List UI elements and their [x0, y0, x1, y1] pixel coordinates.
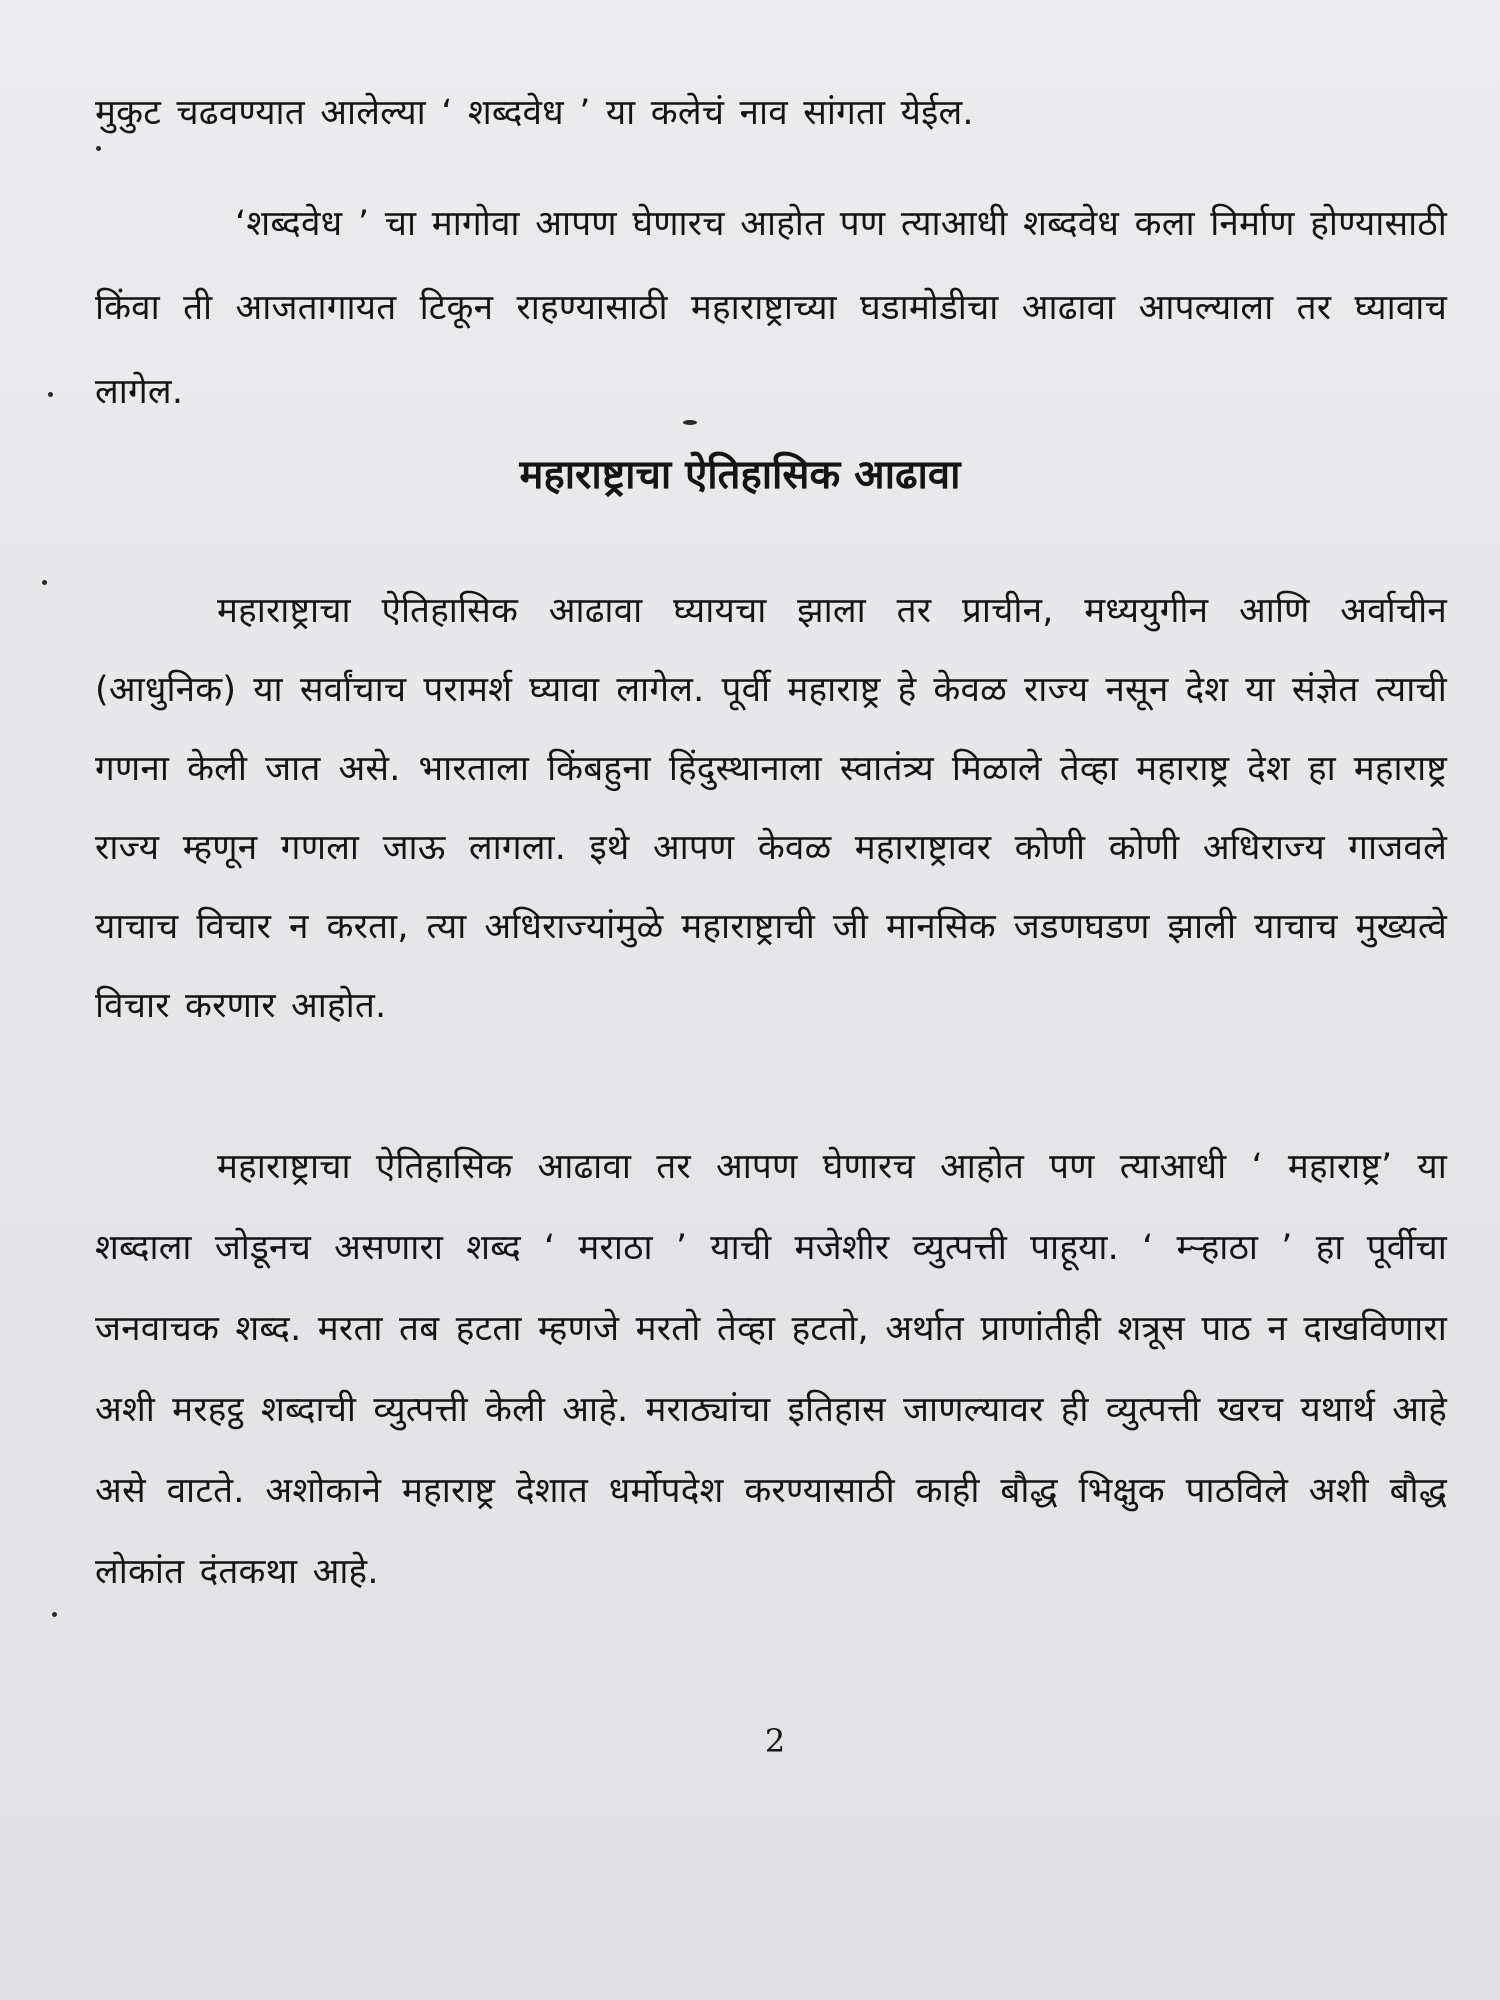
section-heading: महाराष्ट्राचा ऐतिहासिक आढावा [519, 452, 961, 498]
page-number: 2 [764, 1722, 786, 1760]
ink-speck [52, 1612, 57, 1617]
intro-paragraph-2: ‘शब्दवेध ’ चा मागोवा आपण घेणारच आहोत पण त्याआधी शब्दवेध कला निर्माण होण्यासाठी किंवा ती आजतागायत टिकून राहण्यासाठी महाराष्ट्राच्या घडामोडीचा आढावा आपल्याला तर घ्यावाच लागेल. [95, 204, 1447, 412]
ink-speck [683, 420, 697, 425]
ink-speck [48, 392, 53, 397]
intro-paragraph-1: मुकुट चढवण्यात आलेल्या ‘ शब्दवेध ’ या कलेचं नाव सांगता येईल. [95, 93, 974, 133]
section-paragraph-2: महाराष्ट्राचा ऐतिहासिक आढावा तर आपण घेणारच आहोत पण त्याआधी ‘ महाराष्ट्र’ या शब्दाला जोडूनच असणारा शब्द ‘ मराठा ’ याची मजेशीर व्युत्पत्ती पाहूया. ‘ म्ऱ्हाठा ’ हा पूर्वीचा जनवाचक शब्द. मरता तब हटता म्हणजे मरतो तेव्हा हटतो, अर्थात प्राणांतीही शत्रूस पाठ न दाखविणारा अशी मरहट्ठ शब्दाची व्युत्पत्ती केली आहे. मराठ्यांचा इतिहास जाणल्यावर ही व्युत्पत्ती खरच यथार्थ आहे असे वाटते. अशोकाने महाराष्ट्र देशात धर्मोपदेश करण्यासाठी काही बौद्ध भिक्षुक पाठविले अशी बौद्ध लोकांत दंतकथा आहे. [95, 1147, 1447, 1592]
section-paragraph-1: महाराष्ट्राचा ऐतिहासिक आढावा घ्यायचा झाला तर प्राचीन, मध्ययुगीन आणि अर्वाचीन (आधुनिक) या सर्वांचाच परामर्श घ्यावा लागेल. पूर्वी महाराष्ट्र हे केवळ राज्य नसून देश या संज्ञेत त्याची गणना केली जात असे. भारताला किंबहुना हिंदुस्थानाला स्वातंत्र्य मिळाले तेव्हा महाराष्ट्र देश हा महाराष्ट्र राज्य म्हणून गणला जाऊ लागला. इथे आपण केवळ महाराष्ट्रावर कोणी कोणी अधिराज्य गाजवले याचाच विचार न करता, त्या अधिराज्यांमुळे महाराष्ट्राची जी मानसिक जडणघडण झाली याचाच मुख्यत्वे विचार करणार आहोत. [95, 591, 1447, 1026]
ink-speck [96, 146, 101, 151]
ink-speck [42, 580, 47, 585]
